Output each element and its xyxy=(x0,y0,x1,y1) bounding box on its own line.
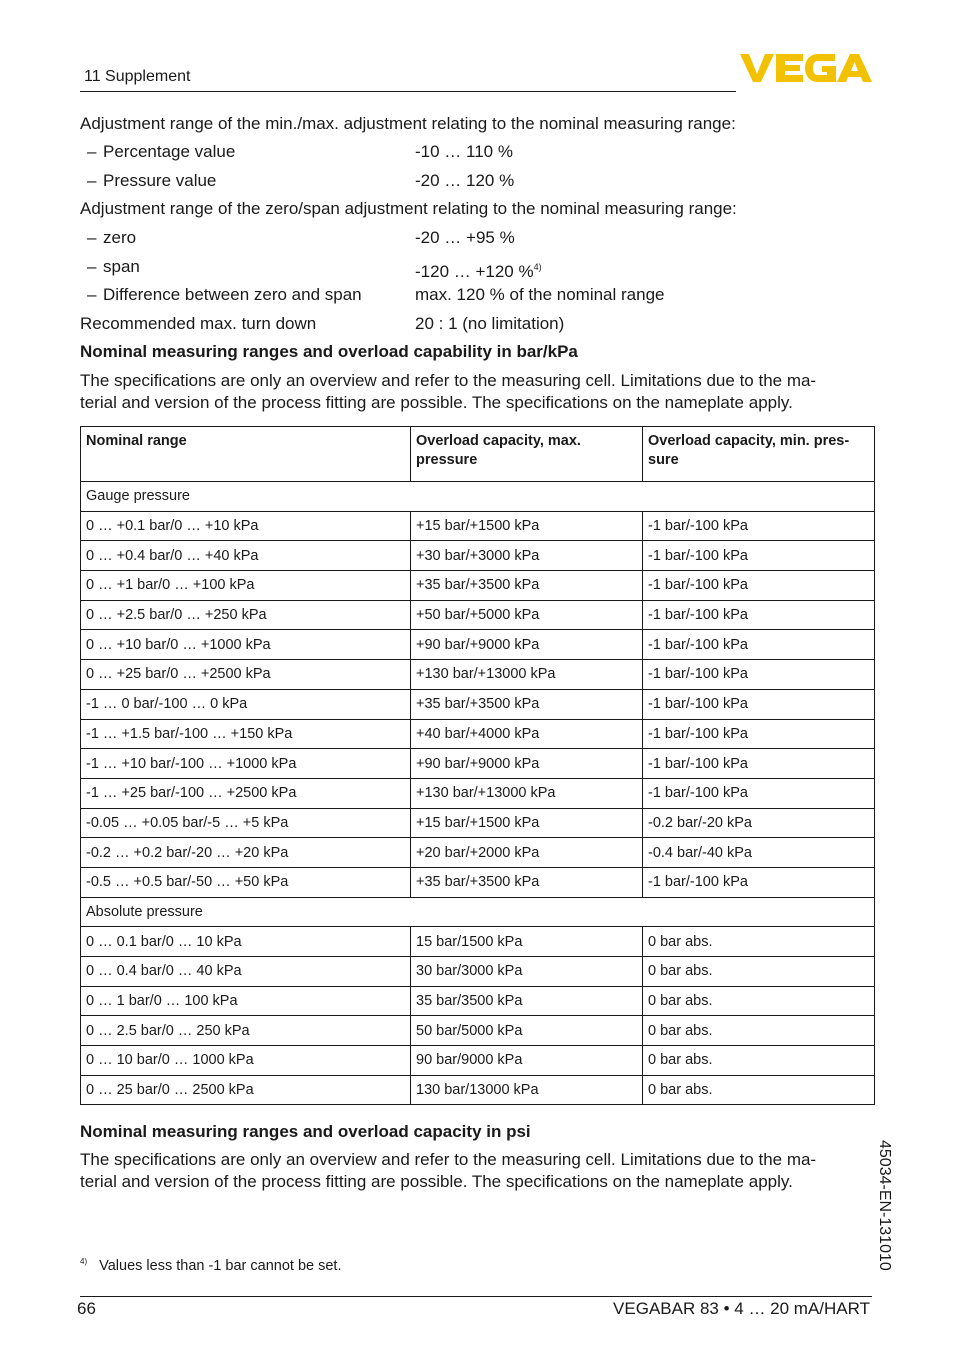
overload-min-cell: 0 bar abs. xyxy=(643,986,875,1016)
zero-label: – zero xyxy=(87,228,137,247)
footnote-number: 4) xyxy=(80,1257,88,1266)
nominal-range-cell: -0.5 … +0.5 bar/-50 … +50 kPa xyxy=(81,867,411,897)
table-row xyxy=(81,838,875,868)
header-nominal-range: Nominal range xyxy=(81,427,411,482)
overload-max-cell: +15 bar/+1500 kPa xyxy=(411,808,643,838)
overload-max-cell: +130 bar/+13000 kPa xyxy=(411,778,643,808)
document-code: 45034-EN-131010 xyxy=(876,1140,893,1271)
footnote-text: Values less than -1 bar cannot be set. xyxy=(99,1258,342,1274)
overload-min-cell: -1 bar/-100 kPa xyxy=(643,571,875,601)
page-number: 66 xyxy=(77,1299,96,1318)
overload-max-cell: 50 bar/5000 kPa xyxy=(411,1016,643,1046)
psi-section-heading: Nominal measuring ranges and overload capacity in psi xyxy=(80,1122,531,1141)
span-value: -120 … +120 %$^{4)}$ xyxy=(415,262,542,281)
overload-max-cell: 130 bar/13000 kPa xyxy=(411,1075,643,1105)
span-label: – span xyxy=(87,257,140,276)
table-row xyxy=(81,778,875,808)
nominal-range-cell: 0 … 25 bar/0 … 2500 kPa xyxy=(81,1075,411,1105)
header-overload-max: Overload capacity, max. pressure xyxy=(411,427,643,482)
zerospan-heading: Adjustment range of the zero/span adjustment relating to the nominal measuring range: xyxy=(80,199,737,218)
overload-min-cell: -1 bar/-100 kPa xyxy=(643,749,875,779)
overload-max-cell: +20 bar/+2000 kPa xyxy=(411,838,643,868)
section-header: 11 Supplement xyxy=(84,68,191,85)
paragraph-line: The specifications are only an overview and refer to the measuring cell. Limitations due to the ma- xyxy=(80,371,817,390)
table-row xyxy=(81,808,875,838)
group-label: Absolute pressure xyxy=(81,897,875,927)
vega-logo-icon xyxy=(740,52,872,84)
paragraph-line: terial and version of the process fitting are possible. The specifications on the nameplate apply. xyxy=(80,393,793,412)
header-overload-min: Overload capacity, min. pres- sure xyxy=(643,427,875,482)
turndown-label: Recommended max. turn down xyxy=(80,314,317,333)
footnote-ref: 4) xyxy=(533,262,542,272)
overload-min-cell: -1 bar/-100 kPa xyxy=(643,541,875,571)
nominal-range-cell: 0 … 1 bar/0 … 100 kPa xyxy=(81,986,411,1016)
psi-section-paragraph xyxy=(80,1149,870,1193)
minmax-heading: Adjustment range of the min./max. adjustment relating to the nominal measuring range: xyxy=(80,114,736,133)
overload-min-cell: -1 bar/-100 kPa xyxy=(643,630,875,660)
nominal-range-cell: 0 … +0.1 bar/0 … +10 kPa xyxy=(81,511,411,541)
overload-max-cell: +50 bar/+5000 kPa xyxy=(411,600,643,630)
nominal-range-cell: 0 … 10 bar/0 … 1000 kPa xyxy=(81,1046,411,1076)
table-row xyxy=(81,511,875,541)
document-title: VEGABAR 83 • 4 … 20 mA/HART xyxy=(613,1299,870,1318)
overload-min-cell: -1 bar/-100 kPa xyxy=(643,867,875,897)
percentage-label: – Percentage value xyxy=(87,142,236,161)
overload-min-cell: -0.2 bar/-20 kPa xyxy=(643,808,875,838)
paragraph-line: terial and version of the process fitting are possible. The specifications on the nameplate apply. xyxy=(80,1172,793,1191)
nominal-range-cell: -0.05 … +0.05 bar/-5 … +5 kPa xyxy=(81,808,411,838)
group-row-absolute xyxy=(81,897,875,927)
overload-min-cell: 0 bar abs. xyxy=(643,957,875,987)
overload-min-cell: -1 bar/-100 kPa xyxy=(643,778,875,808)
nominal-range-cell: 0 … 0.1 bar/0 … 10 kPa xyxy=(81,927,411,957)
nominal-range-cell: 0 … 2.5 bar/0 … 250 kPa xyxy=(81,1016,411,1046)
bar-section-heading: Nominal measuring ranges and overload capability in bar/kPa xyxy=(80,342,578,361)
overload-max-cell: +90 bar/+9000 kPa xyxy=(411,630,643,660)
nominal-range-cell: 0 … +10 bar/0 … +1000 kPa xyxy=(81,630,411,660)
overload-max-cell: 90 bar/9000 kPa xyxy=(411,1046,643,1076)
table-row xyxy=(81,719,875,749)
pressure-label: – Pressure value xyxy=(87,171,217,190)
overload-min-cell: -0.4 bar/-40 kPa xyxy=(643,838,875,868)
table-row xyxy=(81,1046,875,1076)
group-row-gauge xyxy=(81,482,875,512)
table-row xyxy=(81,927,875,957)
overload-min-cell: -1 bar/-100 kPa xyxy=(643,600,875,630)
table-row xyxy=(81,541,875,571)
group-label: Gauge pressure xyxy=(81,482,875,512)
overload-min-cell: -1 bar/-100 kPa xyxy=(643,511,875,541)
overload-min-cell: -1 bar/-100 kPa xyxy=(643,660,875,690)
overload-max-cell: 15 bar/1500 kPa xyxy=(411,927,643,957)
nominal-range-cell: 0 … +1 bar/0 … +100 kPa xyxy=(81,571,411,601)
nominal-range-cell: -1 … 0 bar/-100 … 0 kPa xyxy=(81,689,411,719)
nominal-range-cell: -0.2 … +0.2 bar/-20 … +20 kPa xyxy=(81,838,411,868)
overload-min-cell: -1 bar/-100 kPa xyxy=(643,719,875,749)
footer-divider xyxy=(80,1296,872,1297)
table-row xyxy=(81,689,875,719)
footnote xyxy=(80,1257,341,1274)
zero-value: -20 … +95 % xyxy=(415,228,515,247)
nominal-range-cell: 0 … +2.5 bar/0 … +250 kPa xyxy=(81,600,411,630)
overload-min-cell: 0 bar abs. xyxy=(643,1016,875,1046)
table-row xyxy=(81,600,875,630)
overload-max-cell: +40 bar/+4000 kPa xyxy=(411,719,643,749)
nominal-range-cell: -1 … +25 bar/-100 … +2500 kPa xyxy=(81,778,411,808)
table-row xyxy=(81,630,875,660)
bar-section-paragraph xyxy=(80,370,870,414)
nominal-range-cell: 0 … 0.4 bar/0 … 40 kPa xyxy=(81,957,411,987)
overload-max-cell: +15 bar/+1500 kPa xyxy=(411,511,643,541)
paragraph-line: The specifications are only an overview and refer to the measuring cell. Limitations due to the ma- xyxy=(80,1150,817,1169)
overload-max-cell: +35 bar/+3500 kPa xyxy=(411,689,643,719)
table-header-row xyxy=(81,427,875,482)
nominal-range-cell: -1 … +10 bar/-100 … +1000 kPa xyxy=(81,749,411,779)
overload-max-cell: 30 bar/3000 kPa xyxy=(411,957,643,987)
overload-max-cell: +90 bar/+9000 kPa xyxy=(411,749,643,779)
difference-value: max. 120 % of the nominal range xyxy=(415,285,665,304)
vega-logo xyxy=(740,52,872,84)
table-row xyxy=(81,1016,875,1046)
overload-max-cell: +130 bar/+13000 kPa xyxy=(411,660,643,690)
table-row xyxy=(81,749,875,779)
overload-max-cell: +35 bar/+3500 kPa xyxy=(411,571,643,601)
overload-table xyxy=(80,426,875,1105)
overload-max-cell: +35 bar/+3500 kPa xyxy=(411,867,643,897)
table-row xyxy=(81,571,875,601)
overload-min-cell: -1 bar/-100 kPa xyxy=(643,689,875,719)
overload-max-cell: 35 bar/3500 kPa xyxy=(411,986,643,1016)
table-row xyxy=(81,957,875,987)
table-row xyxy=(81,867,875,897)
pressure-value: -20 … 120 % xyxy=(415,171,515,190)
table-row xyxy=(81,986,875,1016)
header-divider xyxy=(80,91,736,92)
overload-min-cell: 0 bar abs. xyxy=(643,1046,875,1076)
overload-min-cell: 0 bar abs. xyxy=(643,927,875,957)
difference-label: – Difference between zero and span xyxy=(87,285,362,304)
overload-max-cell: +30 bar/+3000 kPa xyxy=(411,541,643,571)
nominal-range-cell: -1 … +1.5 bar/-100 … +150 kPa xyxy=(81,719,411,749)
nominal-range-cell: 0 … +0.4 bar/0 … +40 kPa xyxy=(81,541,411,571)
table-row xyxy=(81,1075,875,1105)
turndown-value: 20 : 1 (no limitation) xyxy=(415,314,565,333)
nominal-range-cell: 0 … +25 bar/0 … +2500 kPa xyxy=(81,660,411,690)
overload-min-cell: 0 bar abs. xyxy=(643,1075,875,1105)
percentage-value: -10 … 110 % xyxy=(415,142,513,161)
table-row xyxy=(81,660,875,690)
